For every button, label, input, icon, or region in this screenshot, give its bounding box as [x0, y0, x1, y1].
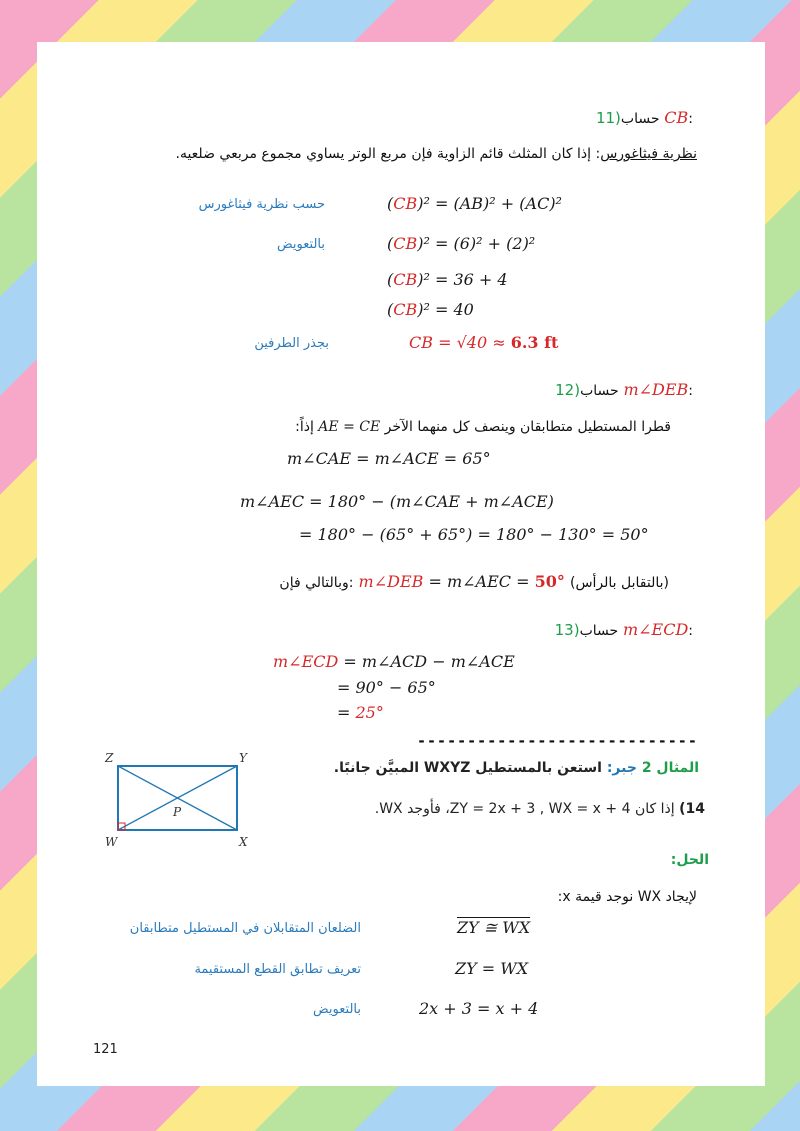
section-13-header: 13)حساب m∠ECD: [554, 620, 693, 639]
section-11-colon: : [688, 111, 693, 127]
section-13-line-3: = 25° [337, 703, 384, 722]
label-y: Y [239, 751, 247, 765]
example-header [334, 760, 699, 776]
section-13-line-1: m∠ECD = m∠ACD − m∠ACE [273, 652, 515, 671]
final-cb-note: بجذر الطرفين [254, 336, 329, 351]
solution-row-2-note: تعريف تطابق القطع المستقيمة [194, 962, 361, 977]
step-2-note: بالتعويض [277, 237, 325, 252]
label-w: W [105, 835, 118, 849]
section-11-number: 11) [595, 109, 621, 127]
page-sheet [37, 42, 765, 1086]
section-11-header [596, 108, 693, 127]
label-z: Z [105, 751, 114, 765]
problem-number: 14) [679, 801, 705, 817]
step-2-expr: (CB)² = (6)² + (2)² [387, 234, 536, 253]
solution-intro: لإيجاد WX نوجد قيمة x: [557, 889, 697, 905]
label-x: X [239, 835, 248, 849]
solution-row-2-expr: ZY = WX [455, 959, 529, 978]
pythagoras-text: : إذا كان المثلث قائم الزاوية فإن مربع الوتر يساوي مجموع مربعي ضلعيه. [175, 146, 601, 162]
solution-row-3-expr: 2x + 3 = x + 4 [419, 999, 539, 1018]
example-category: جبر: [606, 760, 637, 776]
section-11-label: حساب [620, 111, 660, 127]
section-12-statement: قطرا المستطيل متطابقان وينصف كل منهما الآخر AE = CE إذاً: [295, 419, 671, 435]
example-title: المثال 2 [641, 760, 699, 776]
section-11-var: CB [664, 108, 689, 127]
section-12-line-1: m∠CAE = m∠ACE = 65° [287, 449, 491, 468]
section-12-conclusion: وبالتالي فإن: m∠DEB = m∠AEC = 50° (بالتقابل بالرأس) [279, 572, 669, 591]
solution-heading: الحل: [670, 852, 709, 868]
solution-row-3-note: بالتعويض [313, 1002, 361, 1017]
step-4-expr: (CB)² = 40 [387, 300, 474, 319]
solution-row-1-note: الضلعان المتقابلان في المستطيل متطابقان [129, 921, 361, 936]
step-1-expr: (CB)² = (AB)² + (AC)² [387, 194, 562, 213]
example-problem [375, 801, 705, 817]
section-12-header: 12)حساب m∠DEB: [555, 380, 693, 399]
final-cb-expr: CB = √40 ≈ 6.3 ft [409, 333, 559, 352]
step-1-note: حسب نظرية فيثاغورس [198, 197, 325, 212]
problem-text: إذا كان ZY = 2x + 3 , WX = x + 4، فأوجد WX. [374, 801, 675, 817]
page-number: 121 [93, 1042, 118, 1057]
section-13-line-2: = 90° − 65° [337, 678, 436, 697]
step-3-expr: (CB)² = 36 + 4 [387, 270, 508, 289]
section-12-line-3: = 180° − (65° + 65°) = 180° − 130° = 50° [299, 525, 649, 544]
rectangle-wxyz-diagram [101, 748, 261, 852]
label-p: P [173, 805, 182, 819]
example-instruction: استعن بالمستطيل WXYZ المبيَّن جانبًا. [333, 760, 602, 776]
section-divider: ---------------------------- [417, 732, 698, 750]
pythagoras-statement [176, 146, 698, 162]
solution-row-1-expr: ZY ≅ WX [457, 918, 531, 937]
section-12-line-2: m∠AEC = 180° − (m∠CAE + m∠ACE) [240, 492, 554, 511]
pythagoras-title: نظرية فيثاغورس [600, 146, 697, 162]
